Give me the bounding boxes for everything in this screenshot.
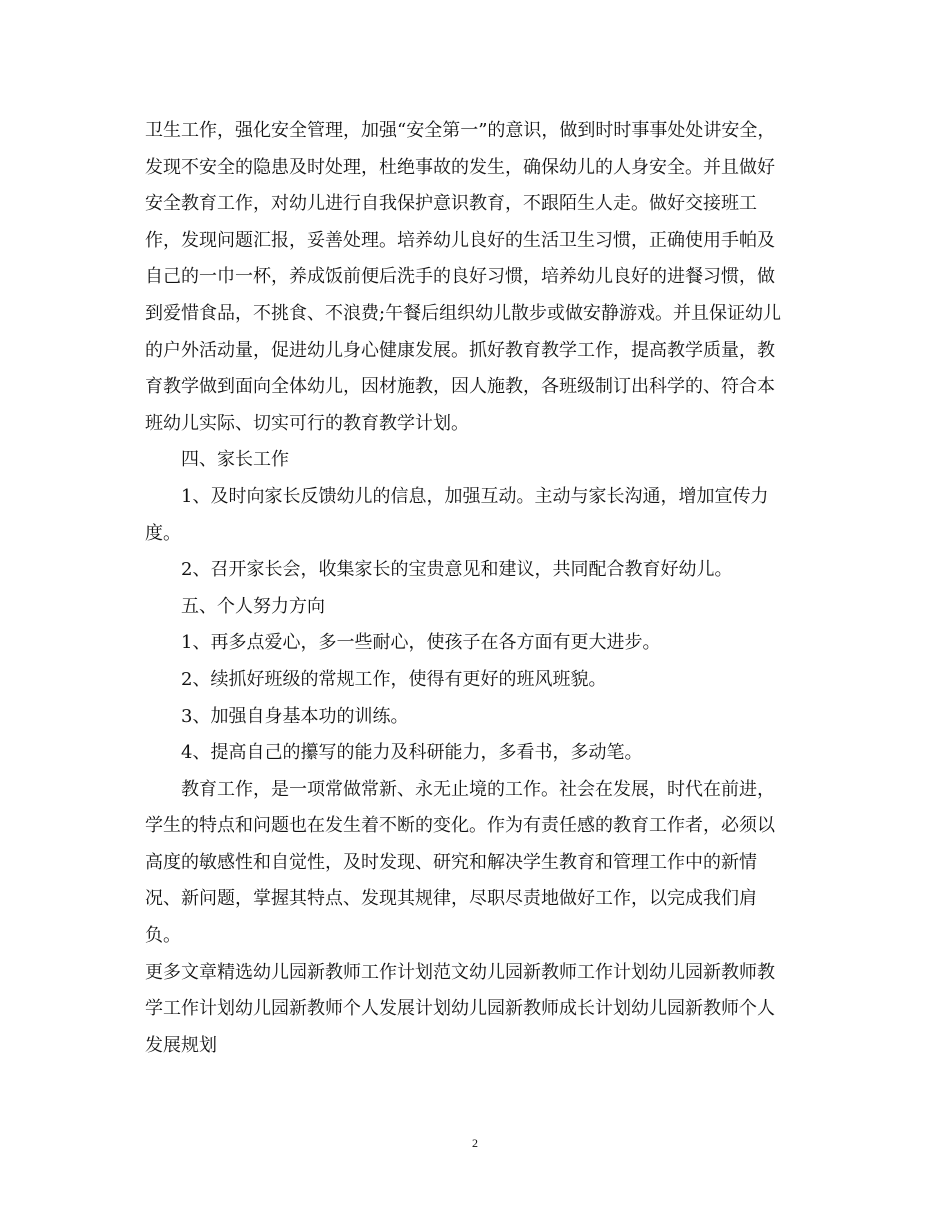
page-number: 2 (472, 1136, 478, 1150)
paragraph-line: 班幼儿实际、切实可行的教育教学计划。 (145, 412, 469, 434)
list-item: 1、及时向家长反馈幼儿的信息，加强互动。主动与家长沟通，增加宣传力 (181, 485, 769, 507)
document-body (145, 113, 813, 1064)
related-articles-line: 学工作计划幼儿园新教师个人发展计划幼儿园新教师成长计划幼儿园新教师个人 (145, 998, 775, 1020)
paragraph-line: 教育工作，是一项常做常新、永无止境的工作。社会在发展，时代在前进， (181, 778, 775, 800)
related-articles-line: 发展规划 (145, 1034, 217, 1056)
list-item: 2、召开家长会，收集家长的宝贵意见和建议，共同配合教育好幼儿。 (181, 559, 733, 581)
list-item: 2、续抓好班级的常规工作，使得有更好的班风班貌。 (181, 668, 607, 690)
list-item: 3、加强自身基本功的训练。 (181, 705, 409, 727)
section-heading-personal-direction: 五、个人努力方向 (181, 595, 325, 617)
paragraph-line: 负。 (145, 925, 181, 947)
paragraph-line: 作，发现问题汇报，妥善处理。培养幼儿良好的生活卫生习惯，正确使用手帕及 (145, 229, 775, 251)
paragraph-line: 高度的敏感性和自觉性，及时发现、研究和解决学生教育和管理工作中的新情 (145, 851, 757, 873)
paragraph-line: 卫生工作，强化安全管理，加强“安全第一”的意识，做到时时事事处处讲安全， (145, 120, 776, 141)
paragraph-line: 安全教育工作，对幼儿进行自我保护意识教育，不跟陌生人走。做好交接班工 (145, 193, 757, 215)
related-articles-line: 更多文章精选幼儿园新教师工作计划范文幼儿园新教师工作计划幼儿园新教师教 (145, 961, 775, 983)
paragraph-line: 的户外活动量，促进幼儿身心健康发展。抓好教育教学工作，提高教学质量，教 (145, 339, 775, 361)
paragraph-line: 发现不安全的隐患及时处理，杜绝事故的发生，确保幼儿的人身安全。并且做好 (145, 156, 775, 178)
paragraph-line: 度。 (145, 522, 181, 544)
paragraph-line: 学生的特点和问题也在发生着不断的变化。作为有责任感的教育工作者，必须以 (145, 815, 775, 837)
paragraph-line: 到爱惜食品，不挑食、不浪费;午餐后组织幼儿散步或做安静游戏。并且保证幼儿 (145, 302, 782, 324)
list-item: 4、提高自己的攥写的能力及科研能力，多看书，多动笔。 (181, 742, 643, 764)
section-heading-parent-work: 四、家长工作 (181, 449, 289, 471)
paragraph-line: 况、新问题，掌握其特点、发现其规律，尽职尽责地做好工作，以完成我们肩 (145, 888, 757, 910)
list-item: 1、再多点爱心，多一些耐心，使孩子在各方面有更大进步。 (181, 632, 661, 654)
paragraph-line: 自己的一巾一杯，养成饭前便后洗手的良好习惯，培养幼儿良好的进餐习惯，做 (145, 266, 775, 288)
paragraph-line: 育教学做到面向全体幼儿，因材施教，因人施教，各班级制订出科学的、符合本 (145, 376, 775, 398)
